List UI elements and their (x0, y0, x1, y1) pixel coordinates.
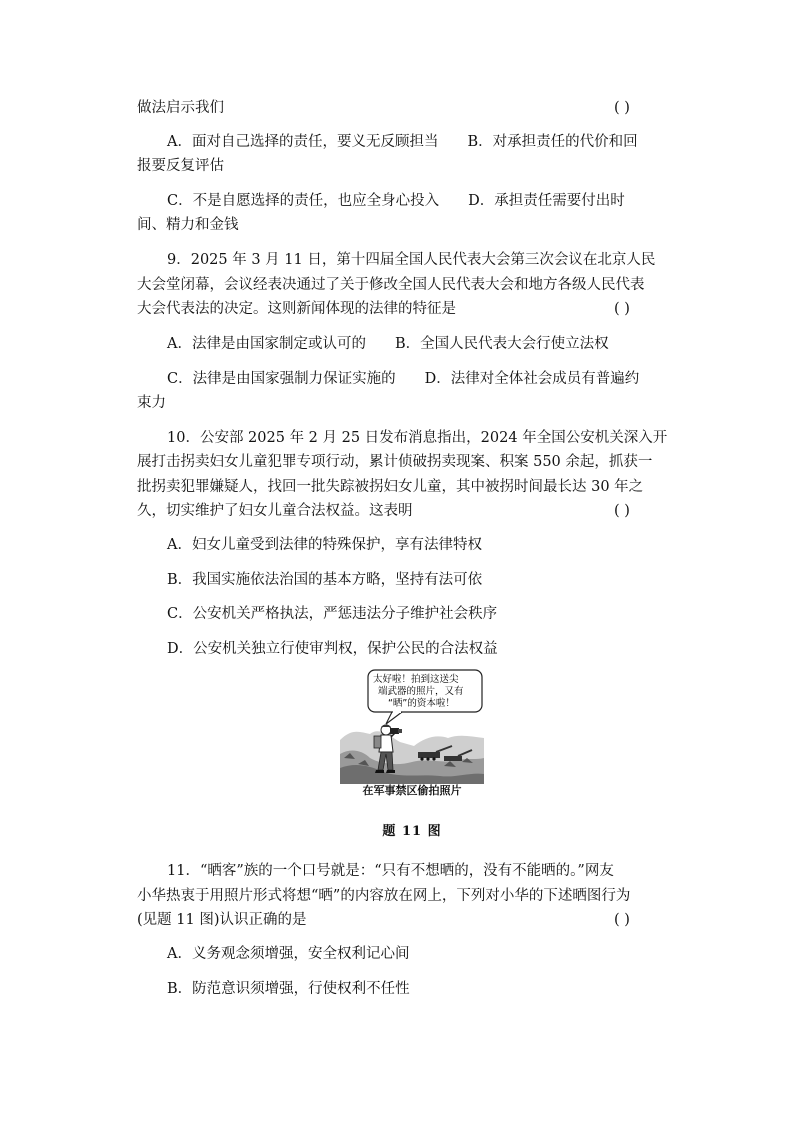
q8-answer-paren: ( ) (614, 100, 630, 116)
figure-number: 题 11 图 (382, 824, 442, 839)
bubble-line-1: 太好啦！拍到这送尖 (373, 674, 459, 685)
q10-option-d: D．公安机关独立行使审判权，保护公民的合法权益 (167, 641, 498, 657)
q11-option-b: B．防范意识须增强，行使权利不任性 (167, 981, 410, 997)
q11-cartoon-figure (340, 668, 484, 784)
q11-answer-paren: ( ) (614, 912, 630, 928)
q9-stem-line-2: 大会堂闭幕，会议经表决通过了关于修改全国人民代表大会和地方各级人民代表 (137, 277, 645, 293)
q9-option-cd-cont: 束力 (137, 395, 166, 411)
q8-option-ab: A．面对自己选择的责任，要义无反顾担当 B．对承担责任的代价和回 (167, 134, 638, 150)
q9-stem-line-1: 9．2025 年 3 月 11 日，第十四届全国人民代表大会第三次会议在北京人民 (167, 252, 656, 268)
q9-option-ab: A．法律是由国家制定或认可的 B．全国人民代表大会行使立法权 (167, 336, 609, 352)
q8-stem-tail: 做法启示我们 (137, 100, 224, 116)
q9-option-cd: C．法律是由国家强制力保证实施的 D．法律对全体社会成员有普遍约 (167, 371, 640, 387)
q10-stem-line-2: 展打击拐卖妇女儿童犯罪专项行动，累计侦破拐卖现案、积案 550 余起，抓获一 (137, 454, 653, 470)
q8-option-ab-cont: 报要反复评估 (137, 158, 224, 174)
bubble-line-3: “晒”的资本啦！ (388, 698, 455, 709)
q11-stem-line-2: 小华热衷于用照片形式将想“晒”的内容放在网上，下列对小华的下述晒图行为 (137, 888, 631, 904)
q10-option-c: C．公安机关严格执法，严惩违法分子维护社会秩序 (167, 606, 498, 622)
q9-answer-paren: ( ) (614, 301, 630, 317)
q10-option-b: B．我国实施依法治国的基本方略，坚持有法可依 (167, 572, 483, 588)
figure-caption: 在军事禁区偷拍照片 (362, 784, 462, 797)
q10-option-a: A．妇女儿童受到法律的特殊保护，享有法律特权 (167, 537, 482, 553)
q8-option-cd-cont: 间、精力和金钱 (137, 217, 239, 233)
q9-stem-line-3: 大会代表法的决定。这则新闻体现的法律的特征是 (137, 301, 456, 317)
q11-stem-line-1: 11．“晒客”族的一个口号就是：“只有不想晒的，没有不能晒的。”网友 (167, 863, 614, 879)
q8-option-cd: C．不是自愿选择的责任，也应全身心投入 D．承担责任需要付出时 (167, 193, 625, 209)
q10-stem-line-3: 批拐卖犯罪嫌疑人，找回一批失踪被拐妇女儿童，其中被拐时间最长达 30 年之 (137, 479, 644, 495)
q11-stem-line-3: (见题 11 图)认识正确的是 (137, 912, 307, 928)
q10-answer-paren: ( ) (614, 503, 630, 519)
bubble-line-2: 端武器的照片，又有 (378, 686, 464, 697)
q10-stem-line-4: 久，切实维护了妇女儿童合法权益。这表明 (137, 503, 413, 519)
q10-stem-line-1: 10．公安部 2025 年 2 月 25 日发布消息指出，2024 年全国公安机关深入开 (167, 430, 668, 446)
q11-option-a: A．义务观念须增强，安全权利记心间 (167, 946, 410, 962)
